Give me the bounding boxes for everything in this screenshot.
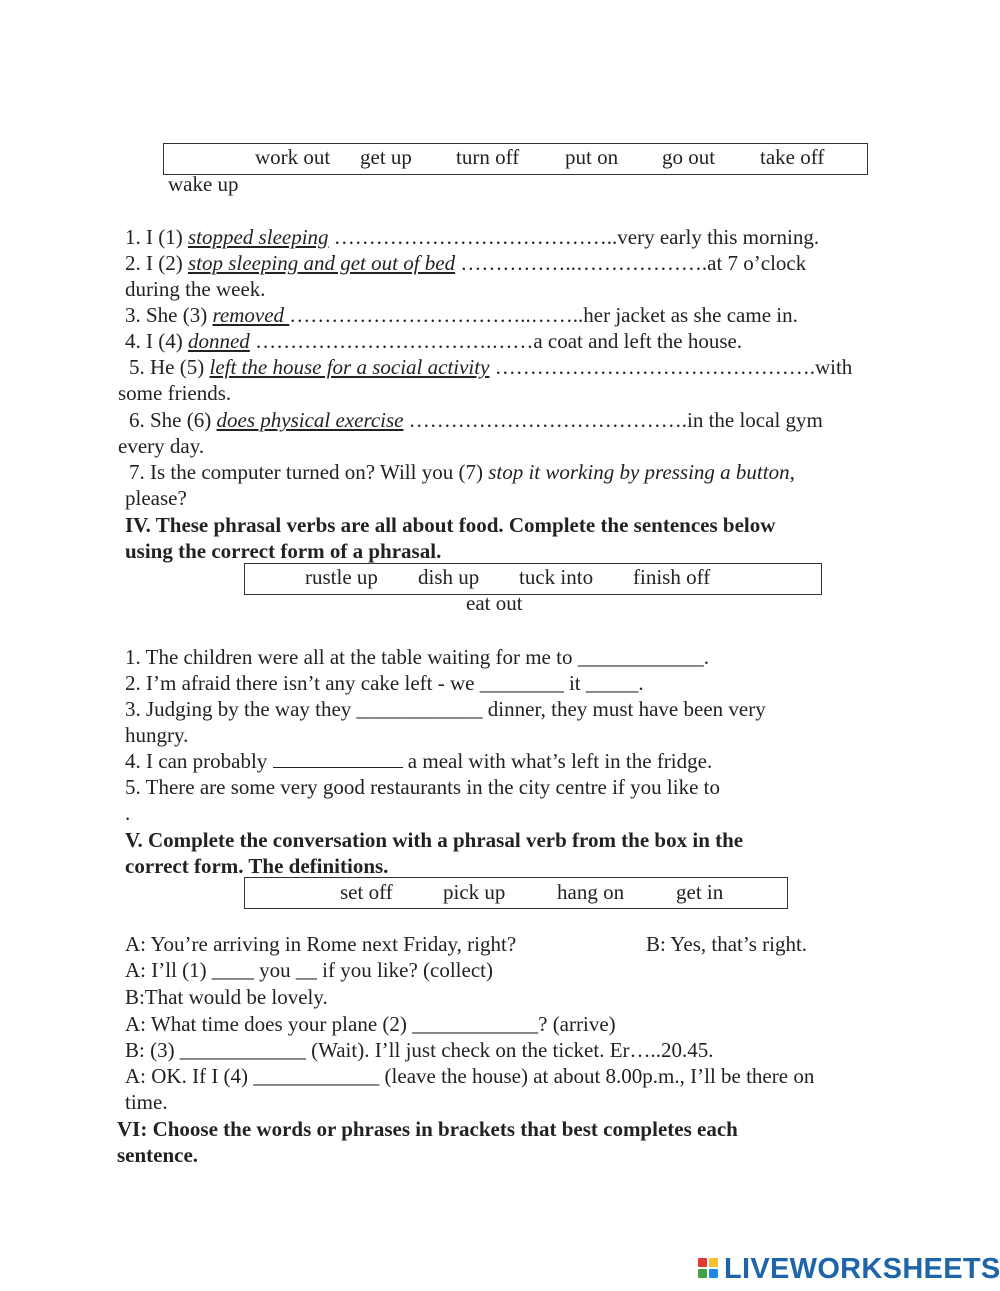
definition: stopped sleeping	[187, 225, 329, 249]
section-4-heading: IV. These phrasal verbs are all about food. Complete the sentences below	[125, 513, 776, 537]
definition: does physical exercise	[216, 408, 404, 432]
logo-icon-block	[709, 1269, 718, 1278]
exercise-item-2-cont: during the week.	[125, 277, 266, 301]
conversation-line-7: time.	[125, 1090, 168, 1114]
word-box-1-overflow: wake up	[168, 172, 239, 196]
food-question-5: 5. There are some very good restaurants in the city centre if you like to	[125, 775, 720, 799]
answer-dots[interactable]: …………………………………..	[328, 225, 618, 249]
exercise-item-5-cont: some friends.	[118, 381, 232, 405]
definition: stop sleeping and get out of bed	[187, 251, 456, 275]
word-box-3-word: set off	[340, 880, 393, 904]
conversation-line-1b: B: Yes, that’s right.	[646, 932, 808, 956]
word-box-1-word: take off	[760, 145, 825, 169]
logo-icon-block	[698, 1258, 707, 1267]
conversation-line-4: A: What time does your plane (2) ____________? (arrive)	[125, 1012, 616, 1036]
conversation-line-6: A: OK. If I (4) ____________ (leave the house) at about 8.00p.m., I’ll be there on	[125, 1064, 815, 1088]
food-question-3: 3. Judging by the way they ____________ dinner, they must have been very	[125, 697, 766, 721]
word-box-2-overflow: eat out	[466, 591, 523, 615]
answer-dots[interactable]: …………………………….……	[249, 329, 534, 353]
conversation-line-5: B: (3) ____________ (Wait). I’ll just check on the ticket. Er…..20.45.	[125, 1038, 714, 1062]
word-box-2-word: dish up	[418, 565, 480, 589]
logo-icon-block	[698, 1269, 707, 1278]
exercise-item-7: 7. Is the computer turned on? Will you (7) stop it working by pressing a button,	[129, 460, 795, 484]
answer-blank[interactable]	[273, 749, 403, 768]
section-6-heading-cont: sentence.	[117, 1143, 199, 1167]
word-box-1-word: get up	[360, 145, 412, 169]
word-box-1-word: go out	[662, 145, 716, 169]
word-box-2-word: finish off	[633, 565, 711, 589]
section-5-heading: V. Complete the conversation with a phrasal verb from the box in the	[125, 828, 744, 852]
answer-dots[interactable]: ……………………………………….	[489, 355, 815, 379]
word-box-1-word: put on	[565, 145, 619, 169]
conversation-line-2: A: I’ll (1) ____ you __ if you like? (collect)	[125, 958, 493, 982]
definition: removed	[212, 303, 290, 327]
exercise-item-6-cont: every day.	[118, 434, 205, 458]
section-4-heading-cont: using the correct form of a phrasal.	[125, 539, 442, 563]
word-box-3-word: hang on	[557, 880, 625, 904]
exercise-item-4: 4. I (4) donned …………………………….……a coat and left the house.	[125, 329, 743, 353]
food-question-1: 1. The children were all at the table waiting for me to ____________.	[125, 645, 709, 669]
food-question-5-cont: .	[125, 801, 131, 825]
liveworksheets-logo	[698, 1258, 722, 1280]
exercise-item-5: 5. He (5) left the house for a social activity ……………………………………….with	[129, 355, 853, 379]
exercise-item-1: 1. I (1) stopped sleeping …………………………………..very early this morning.	[125, 225, 820, 249]
answer-dots[interactable]: ……………..……………….	[455, 251, 708, 275]
section-5-heading-cont: correct form. The definitions.	[125, 854, 389, 878]
word-box-2-word: tuck into	[519, 565, 594, 589]
exercise-item-3: 3. She (3) removed ……………………………..……..her jacket as she came in.	[125, 303, 798, 327]
word-box-3-word: get in	[676, 880, 724, 904]
food-question-4: 4. I can probably a meal with what’s left in the fridge.	[125, 749, 713, 773]
definition: donned	[187, 329, 250, 353]
word-box-1-word: work out	[255, 145, 331, 169]
exercise-item-6: 6. She (6) does physical exercise ………………………………….in the local gym	[129, 408, 823, 432]
word-box-3-word: pick up	[443, 880, 506, 904]
word-box-2-word: rustle up	[305, 565, 378, 589]
exercise-item-7-cont: please?	[125, 486, 187, 510]
conversation-line-1a: A: You’re arriving in Rome next Friday, right?	[125, 932, 517, 956]
word-box-1-word: turn off	[456, 145, 520, 169]
logo-icon-block	[709, 1258, 718, 1267]
section-6-heading: VI: Choose the words or phrases in brackets that best completes each	[117, 1117, 738, 1141]
answer-dots[interactable]: ……………………………..……..	[289, 303, 584, 327]
logo-text: LIVEWORKSHEETS	[724, 1253, 1000, 1285]
answer-dots[interactable]: ………………………………….	[403, 408, 687, 432]
definition: left the house for a social activity	[209, 355, 490, 379]
definition: stop it working by pressing a button	[488, 460, 790, 484]
conversation-line-3: B:That would be lovely.	[125, 985, 328, 1009]
food-question-3-cont: hungry.	[125, 723, 189, 747]
food-question-2: 2. I’m afraid there isn’t any cake left - we ________ it _____.	[125, 671, 644, 695]
exercise-item-2: 2. I (2) stop sleeping and get out of bed ……………..……………….at 7 o’clock	[125, 251, 807, 275]
